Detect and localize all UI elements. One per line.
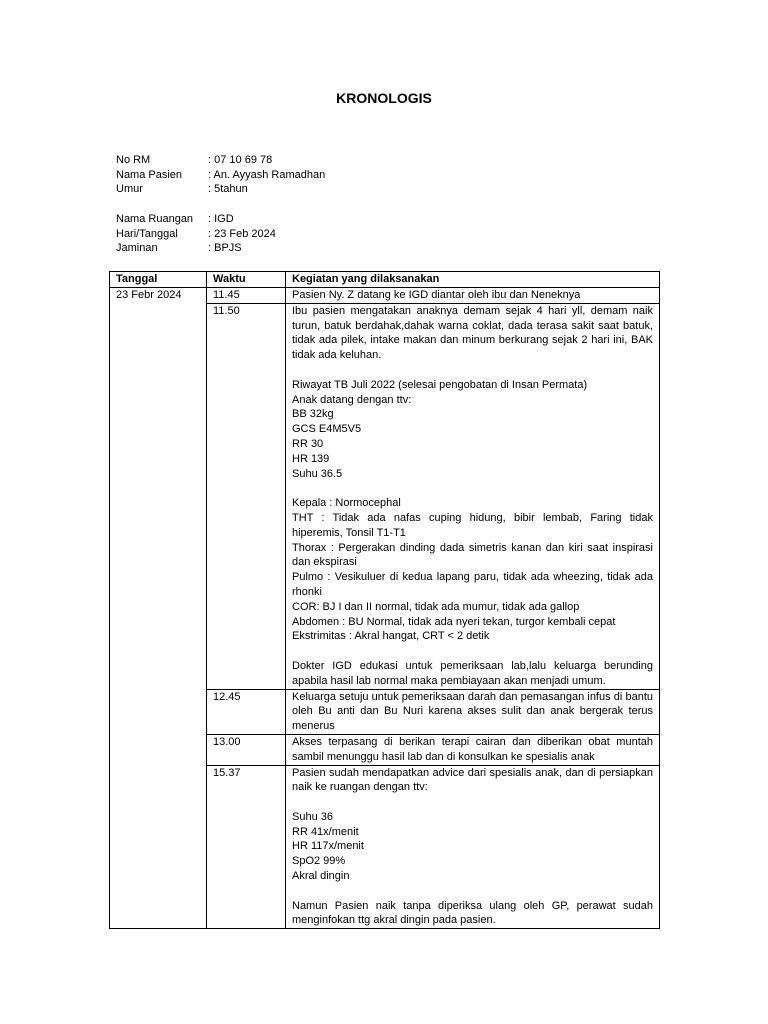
- info-value: : IGD: [208, 213, 234, 225]
- time-cell: 11.50: [207, 303, 286, 689]
- header-time: Waktu: [207, 272, 286, 288]
- date-cell: 23 Febr 2024: [110, 288, 207, 929]
- info-value: : BPJS: [208, 242, 242, 255]
- vital-item: BB 32kg: [292, 408, 334, 421]
- info-label: Nama Pasien: [116, 168, 183, 181]
- info-label: Nama Ruangan: [116, 213, 194, 225]
- info-value: : 07 10 69 78: [208, 154, 273, 166]
- activity-text: Pasien sudah mendapatkan advice dari spesialis anak, dan di persiapkan naik ke ruangan dengan ttv:: [292, 766, 653, 794]
- activity-cell: [286, 734, 660, 765]
- patient-info: [116, 153, 325, 197]
- table-header-row: [110, 272, 660, 288]
- activity-cell: [286, 765, 660, 929]
- info-row-age: [116, 182, 325, 197]
- history-text: Riwayat TB Juli 2022 (selesai pengobatan di Insan Permata): [292, 378, 588, 391]
- document-title: KRONOLOGIS: [336, 90, 432, 106]
- exam-item: Pulmo : Vesikuluer di kedua lapang paru, tidak ada wheezing, tidak ada rhonki: [292, 571, 653, 598]
- activity-text: Dokter IGD edukasi untuk pemeriksaan lab,lalu keluarga berunding apabila hasil lab normal maka pembiayaan akan menjadi umum.: [292, 659, 653, 687]
- info-row-name: [116, 168, 325, 183]
- vital-item: GCS E4M5V5: [292, 423, 362, 436]
- exam-item: Kepala : Normocephal: [292, 497, 401, 510]
- info-label: No RM: [116, 154, 151, 166]
- activity-cell: [286, 303, 660, 689]
- vital-item: HR 117x/menit: [292, 840, 364, 853]
- time-cell: 15.37: [207, 765, 286, 929]
- vital-item: Suhu 36: [292, 810, 333, 823]
- vital-item: Suhu 36.5: [292, 467, 343, 480]
- info-row-room: [116, 212, 276, 227]
- vital-item: SpO2 99%: [292, 855, 346, 868]
- info-value: : 5tahun: [208, 183, 248, 196]
- info-label: Umur: [116, 183, 143, 196]
- time-cell: 13.00: [207, 734, 286, 765]
- info-row-rm: [116, 153, 325, 168]
- header-activity: Kegiatan yang dilaksanakan: [286, 272, 660, 288]
- activity-text: Keluarga setuju untuk pemeriksaan darah dan pemasangan infus di bantu oleh Bu anti dan Bu Nuri karena akses sulit dan anak bergerak terus menerus: [292, 690, 653, 733]
- header-date: Tanggal: [110, 272, 207, 288]
- room-info: [116, 212, 276, 256]
- activity-text: Pasien Ny. Z datang ke IGD diantar oleh ibu dan Neneknya: [292, 289, 581, 301]
- activity-cell: [286, 689, 660, 734]
- exam-item: Abdomen : BU Normal, tidak ada nyeri tekan, turgor kembali cepat: [292, 615, 616, 628]
- vital-item: HR 139: [292, 452, 330, 465]
- vitals-intro: Anak datang dengan ttv:: [292, 393, 412, 406]
- table-row: [110, 288, 660, 304]
- vital-item: RR 41x/menit: [292, 825, 359, 838]
- info-row-insurance: [116, 241, 276, 256]
- vital-item: Akral dingin: [292, 870, 350, 883]
- info-row-date: [116, 227, 276, 242]
- exam-item: Thorax : Pergerakan dinding dada simetris kanan dan kiri saat inspirasi dan ekspirasi: [292, 541, 653, 569]
- activity-text: Ibu pasien mengatakan anaknya demam sejak 4 hari yll, demam naik turun, batuk berdahak,dahak warna coklat, dada terasa sakit saat batuk, tidak ada pilek, intake makan dan minum berkurang sejak 2 hari ini, BAK tidak ada keluhan.: [292, 304, 653, 362]
- time-cell: 11.45: [207, 288, 286, 304]
- info-value: : An. Ayyash Ramadhan: [208, 168, 326, 181]
- info-label: Jaminan: [116, 242, 158, 255]
- activity-text: Akses terpasang di berikan terapi cairan dan diberikan obat muntah sambil menunggu hasil lab dan di konsulkan ke spesialis anak: [292, 735, 653, 763]
- exam-item: COR: BJ I dan II normal, tidak ada mumur, tidak ada gallop: [292, 600, 580, 613]
- exam-item: Ekstrimitas : Akral hangat, CRT < 2 detik: [292, 630, 490, 643]
- time-cell: 12.45: [207, 689, 286, 734]
- activity-text: Namun Pasien naik tanpa diperiksa ulang oleh GP, perawat sudah menginfokan ttg akral dingin pada pasien.: [292, 899, 653, 927]
- exam-item: THT : Tidak ada nafas cuping hidung, bibir lembab, Faring tidak hiperemis, Tonsil T1-T1: [292, 511, 653, 539]
- info-label: Hari/Tanggal: [116, 227, 178, 240]
- vital-item: RR 30: [292, 437, 324, 450]
- activity-cell: [286, 288, 660, 304]
- info-value: : 23 Feb 2024: [208, 227, 276, 240]
- chronology-table: [109, 271, 660, 929]
